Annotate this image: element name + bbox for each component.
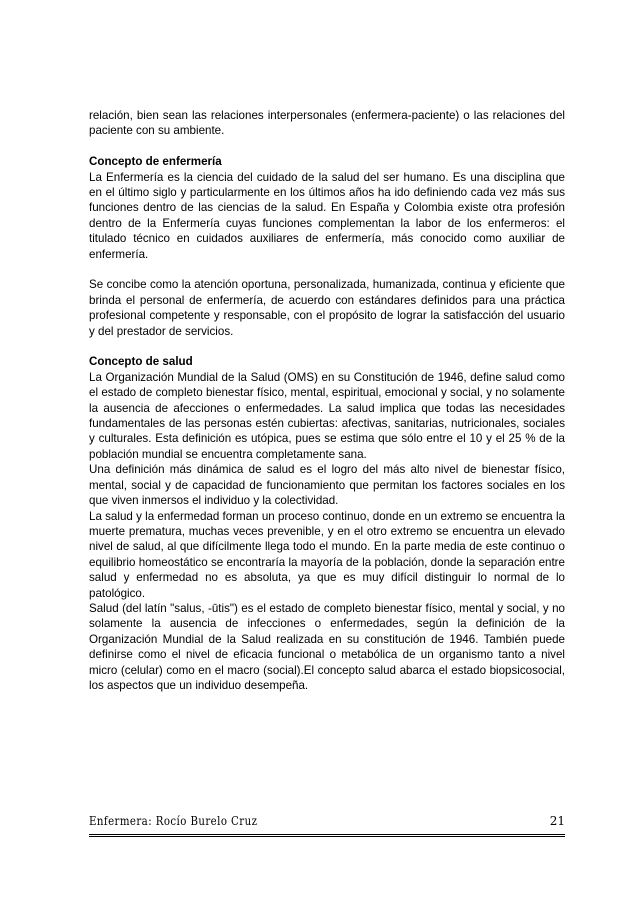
paragraph: La Enfermería es la ciencia del cuidado de la salud del ser humano. Es una disciplina que en el último siglo y particularmente en los últimos años ha ido definiendo cada vez más sus funciones dentro de las ciencias de la salud. En España y Colombia existe otra profesión dentro de la Enfermería cuyas funciones complementan la labor de los enfermeros: el titulado técnico en cuidados auxiliares de enfermería, más conocido como auxiliar de enfermería. <box>89 170 565 261</box>
page-number: 21 <box>549 814 565 828</box>
footer-author: Enfermera: Rocío Burelo Cruz <box>89 814 258 828</box>
paragraph: La Organización Mundial de la Salud (OMS) en su Constitución de 1946, define salud como el estado de completo bienestar físico, mental, espiritual, emocional y social, y no solamente la ausencia de afecciones o enfermedades. La salud implica que todas las necesidades fundamentales de las personas estén cubiertas: afectivas, sanitarias, nutricionales, sociales y culturales. Esta definición es utópica, pues se estima que sólo entre el 10 y el 25 % de la población mundial se encuentra completamente sana. <box>89 370 565 461</box>
page-footer <box>89 814 565 834</box>
paragraph: La salud y la enfermedad forman un proceso continuo, donde en un extremo se encuentra la muerte prematura, muchas veces prevenible, y en el otro extremo se encuentra un elevado nivel de salud, al que difícilmente llega todo el mundo. En la parte media de este continuo o equilibrio homeostático se encontraría la mayoría de la población, donde la separación entre salud y enfermedad no es absoluta, ya que es muy difícil distinguir lo normal de lo patológico. <box>89 509 565 600</box>
paragraph: Salud (del latín "salus, -ūtis") es el estado de completo bienestar físico, mental y social, y no solamente la ausencia de infecciones o enfermedades, según la definición de la Organización Mundial de la Salud realizada en su constitución de 1946. También puede definirse como el nivel de eficacia funcional o metabólica de un organismo tanto a nivel micro (celular) como en el macro (social).El concepto salud abarca el estado biopsicosocial, los aspectos que un individuo desempeña. <box>89 601 565 692</box>
section-heading-salud: Concepto de salud <box>89 355 193 369</box>
intro-paragraph: relación, bien sean las relaciones interpersonales (enfermera-paciente) o las relaciones del paciente con su ambiente. <box>89 109 565 138</box>
paragraph: Una definición más dinámica de salud es el logro del más alto nivel de bienestar físico, mental, social y de capacidad de funcionamiento que permitan los factores sociales en los que viven inmersos el individuo y la colectividad. <box>89 463 565 508</box>
footer-divider <box>89 834 565 837</box>
paragraph: Se concibe como la atención oportuna, personalizada, humanizada, continua y eficiente que brinda el personal de enfermería, de acuerdo con estándares definidos para una práctica profesional competente y responsable, con el propósito de lograr la satisfacción del usuario y del prestador de servicios. <box>89 278 565 338</box>
section-heading-enfermeria: Concepto de enfermería <box>89 155 222 169</box>
page-body <box>89 108 565 693</box>
